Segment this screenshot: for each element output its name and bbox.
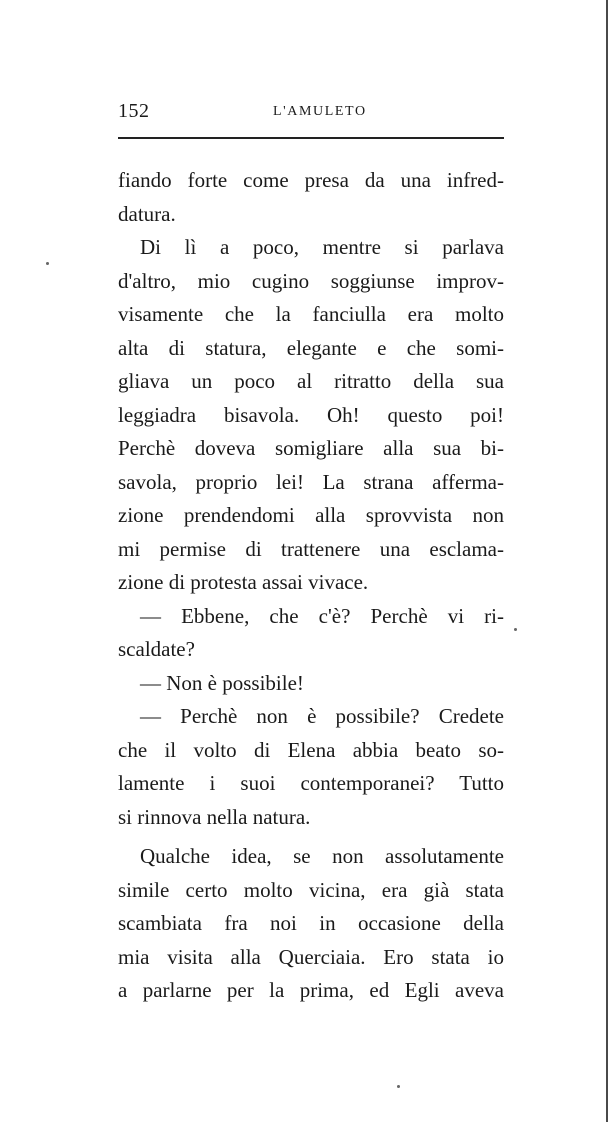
paper-speck	[397, 1085, 400, 1088]
text-line: lamente i suoi contemporanei? Tutto	[118, 771, 504, 795]
text-line: fiando forte come presa da una infred-	[118, 168, 504, 192]
text-line: gliava un poco al ritratto della sua	[118, 369, 504, 393]
text-line: simile certo molto vicina, era già stata	[118, 877, 504, 902]
header-rule	[118, 137, 504, 139]
text-line: a parlarne per la prima, ed Egli aveva	[118, 978, 504, 1002]
paper-speck	[46, 262, 49, 265]
paper-speck	[514, 628, 517, 631]
text-line: mia visita alla Querciaia. Ero stata io	[118, 944, 504, 969]
running-title: L'AMULETO	[273, 104, 367, 119]
text-line: alta di statura, elegante e che somi-	[118, 335, 504, 360]
page-header	[118, 100, 504, 130]
page-number: 152	[118, 100, 150, 122]
text-line: Di lì a poco, mentre si parlava	[140, 235, 504, 259]
text-line: Qualche idea, se non assolutamente	[140, 844, 504, 868]
text-line: datura.	[118, 201, 176, 226]
text-line: che il volto di Elena abbia beato so-	[118, 737, 504, 762]
page-edge-line	[606, 0, 608, 1122]
text-line: si rinnova nella natura.	[118, 804, 311, 829]
text-line: scambiata fra noi in occasione della	[118, 911, 504, 935]
text-line: savola, proprio lei! La strana afferma-	[118, 469, 504, 494]
text-line: zione di protesta assai vivace.	[118, 570, 369, 594]
text-line: zione prendendomi alla sprovvista non	[118, 503, 504, 527]
body-text	[118, 164, 504, 1008]
text-line: — Ebbene, che c'è? Perchè vi ri-	[140, 603, 504, 628]
text-line: mi permise di trattenere una esclama-	[118, 536, 504, 561]
text-line: leggiadra bisavola. Oh! questo poi!	[118, 402, 504, 427]
text-line: — Non è possibile!	[140, 670, 304, 695]
text-line: d'altro, mio cugino soggiunse improv-	[118, 268, 504, 293]
text-line: Perchè doveva somigliare alla sua bi-	[118, 436, 504, 460]
text-line: visamente che la fanciulla era molto	[118, 302, 504, 326]
text-line: scaldate?	[118, 637, 195, 661]
text-line: — Perchè non è possibile? Credete	[140, 704, 504, 728]
